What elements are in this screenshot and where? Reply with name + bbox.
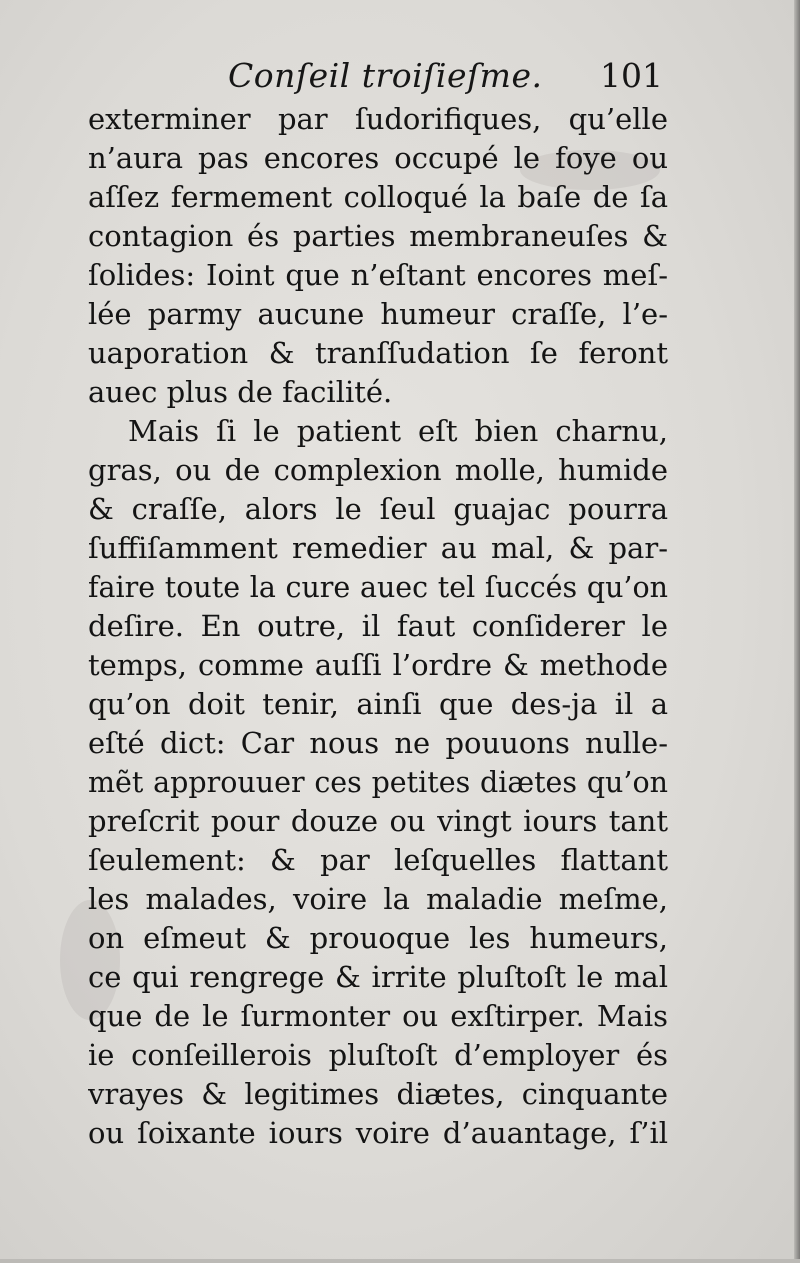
body-text <box>88 100 668 1153</box>
text-line: Mais ſi le patient eſt bien charnu, <box>128 414 668 448</box>
text-line: ſeulement: & par leſquelles flattant <box>88 843 668 877</box>
text-line: ce qui rengrege & irrite pluſtoſt le mal <box>88 960 668 994</box>
text-line: preſcrit pour douze ou vingt iours tant <box>88 804 668 838</box>
text-line: ſuffiſamment remedier au mal, & par- <box>88 531 668 565</box>
text-line: on eſmeut & prouoque les humeurs, <box>88 921 668 955</box>
text-line: ou ſoixante iours voire d’auantage, ſ’il <box>88 1116 668 1150</box>
text-line: uaporation & tranſſudation ſe feront <box>88 336 668 370</box>
page-header <box>90 52 665 98</box>
text-line: mẽt approuuer ces petites diætes qu’on <box>88 766 668 799</box>
text-line: que de le ſurmonter ou exſtirper. Mais <box>88 999 668 1033</box>
text-line: vrayes & legitimes diætes, cinquante <box>88 1077 668 1111</box>
text-line: ie conſeillerois pluſtoſt d’employer és <box>88 1038 668 1072</box>
text-line: lée parmy aucune humeur craſſe, l’e- <box>88 297 668 331</box>
text-line: temps, comme auſſi l’ordre & methode <box>88 648 668 682</box>
page-number: 101 <box>600 56 663 95</box>
text-line: exterminer par ſudorifiques, qu’elle <box>88 102 668 136</box>
page-edge-right <box>794 0 800 1263</box>
running-title: Conſeil troiſieſme. <box>228 56 543 95</box>
text-line: deſire. En outre, il faut conſiderer le <box>88 609 668 643</box>
text-line: les malades, voire la maladie meſme, <box>88 882 668 916</box>
text-line: faire toute la cure auec tel ſuccés qu’on <box>88 571 668 604</box>
text-line: eſté dict: Car nous ne pouuons nulle- <box>88 726 668 760</box>
text-line: ſolides: Ioint que n’eſtant encores meſ- <box>88 258 668 292</box>
text-line: auec plus de facilité. <box>88 375 393 409</box>
page-edge-bottom <box>0 1259 800 1263</box>
text-line: qu’on doit tenir, ainſi que des-ja il a <box>88 687 668 721</box>
text-line: & craſſe, alors le ſeul guajac pourra <box>88 492 668 526</box>
text-line: aſſez fermement colloqué la baſe de ſa <box>88 180 668 214</box>
text-line: gras, ou de complexion molle, humide <box>88 453 668 487</box>
text-line: contagion és parties membraneuſes & <box>88 219 668 253</box>
text-line: n’aura pas encores occupé le foye ou <box>88 141 668 175</box>
